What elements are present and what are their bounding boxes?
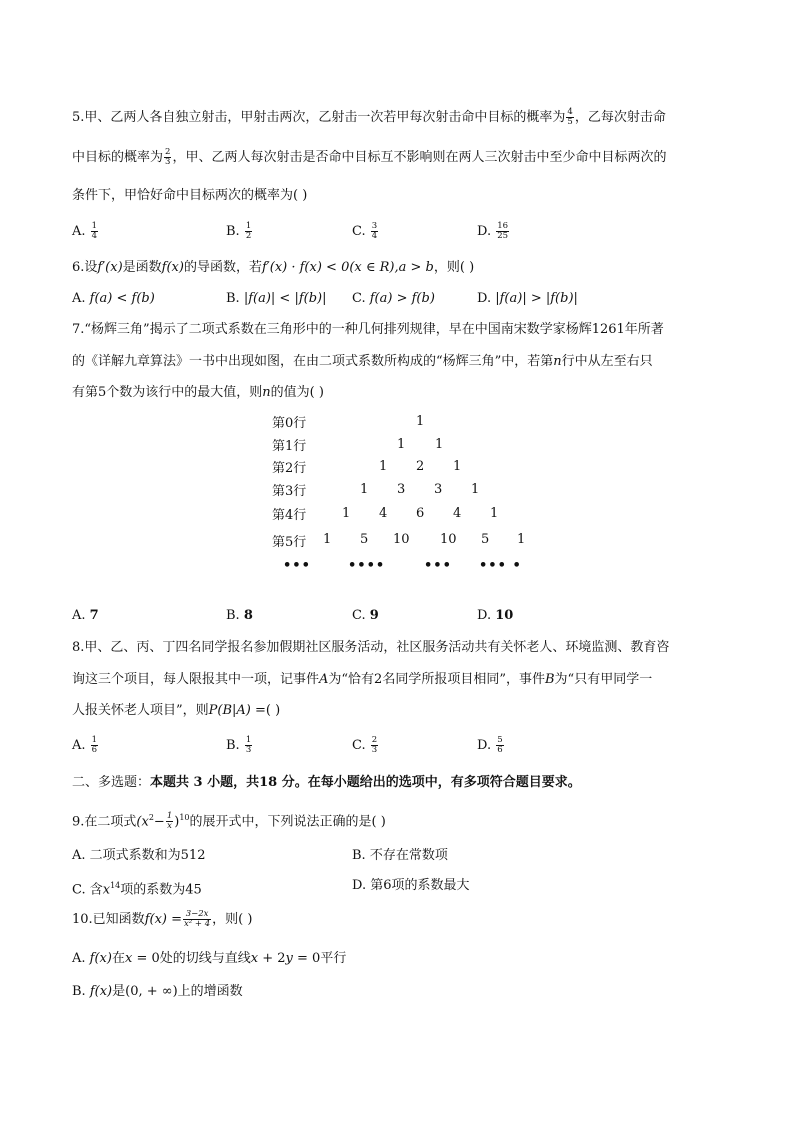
q9-option-b[interactable]: B. 不存在常数项 — [352, 848, 448, 863]
q5-fraction-2: $\frac{2}{3}$ — [165, 147, 171, 167]
q5-option-c[interactable]: C. $\frac{3}{4}$ — [352, 221, 378, 241]
q5-text: 5.甲、乙两人各自独立射击，甲射击两次，乙射击一次若甲每次射击命中目标的概率为 — [72, 110, 566, 125]
triangle-value: 1 — [471, 482, 480, 497]
triangle-value: 1 — [397, 437, 406, 452]
q5-line2: 中目标的概率为 $\frac{2}{3}$ ，甲、乙两人每次射击是否命中目标互不影响则在两人三次射击中至少命中目标两次的 — [72, 147, 667, 167]
q9-option-d[interactable]: D. 第6项的系数最大 — [352, 878, 470, 893]
q10-option-b[interactable]: B. f(x)是(0, + ∞)上的增函数 — [72, 984, 243, 999]
q5-option-a[interactable]: A. $\frac{1}{4}$ — [72, 221, 98, 241]
q7-option-c[interactable]: C. 9 — [352, 608, 379, 623]
q7-option-d[interactable]: D. 10 — [477, 608, 514, 623]
q7-line3: 有第5个数为该行中的最大值，则n的值为( ) — [72, 385, 324, 400]
triangle-row-label: 第5行 — [272, 535, 307, 550]
q7-line1: 7.“杨辉三角”揭示了二项式系数在三角形中的一种几何排列规律，早在中国南宋数学家杨辉1261年所著 — [72, 322, 664, 337]
triangle-value: 4 — [453, 506, 462, 521]
triangle-value: 6 — [416, 506, 425, 521]
q9-option-a[interactable]: A. 二项式系数和为512 — [72, 848, 206, 863]
q5-option-b[interactable]: B. $\frac{1}{2}$ — [226, 221, 252, 241]
triangle-value: 10 — [440, 532, 457, 547]
q6-option-c[interactable]: C. f(a) > f(b) — [352, 291, 435, 306]
triangle-value: 3 — [397, 482, 406, 497]
triangle-value: 1 — [490, 506, 499, 521]
ellipsis-dots: ••• — [283, 558, 311, 573]
triangle-value: 1 — [517, 532, 526, 547]
triangle-value: 1 — [342, 506, 351, 521]
section-heading: 二、多选题：本题共 3 小题，共18 分。在每小题给出的选项中，有多项符合题目要求。 — [72, 775, 581, 790]
q8-option-c[interactable]: C. $\frac{2}{3}$ — [352, 735, 378, 755]
triangle-value: 1 — [435, 437, 444, 452]
q8-line3: 人报关怀老人项目”，则P(B|A) =( ) — [72, 703, 281, 718]
triangle-value: 2 — [416, 459, 425, 474]
q7-option-a[interactable]: A. 7 — [72, 608, 99, 623]
triangle-value: 1 — [323, 532, 332, 547]
triangle-value: 1 — [416, 414, 425, 429]
triangle-row-label: 第1行 — [272, 439, 307, 454]
triangle-value: 10 — [393, 532, 410, 547]
triangle-value: 5 — [360, 532, 369, 547]
triangle-value: 1 — [453, 459, 462, 474]
q8-option-b[interactable]: B. $\frac{1}{3}$ — [226, 735, 252, 755]
q6-option-b[interactable]: B. |f(a)| < |f(b)| — [226, 291, 327, 306]
q5-line1: 5.甲、乙两人各自独立射击，甲射击两次，乙射击一次若甲每次射击命中目标的概率为 $\frac{4}{5}$ ，乙每次射击命 — [72, 107, 666, 127]
triangle-row-label: 第3行 — [272, 484, 307, 499]
ellipsis-dots: ••• • — [479, 558, 522, 573]
q6-option-d[interactable]: D. |f(a)| > |f(b)| — [477, 291, 578, 306]
triangle-value: 4 — [379, 506, 388, 521]
q10-option-a[interactable]: A. f(x)在x = 0处的切线与直线x + 2y = 0平行 — [72, 951, 347, 966]
triangle-row-label: 第4行 — [272, 508, 307, 523]
triangle-value: 5 — [481, 532, 490, 547]
q8-line1: 8.甲、乙、丙、丁四名同学报名参加假期社区服务活动，社区服务活动共有关怀老人、环境监测、教育咨 — [72, 640, 670, 655]
q6-stem: 6.设f′(x)是函数f(x)的导函数，若f′(x) · f(x) < 0(x ∈ R),a > b，则( ) — [72, 260, 475, 275]
q5-line3: 条件下，甲恰好命中目标两次的概率为( ) — [72, 188, 308, 203]
q8-option-d[interactable]: D. $\frac{5}{6}$ — [477, 735, 503, 755]
ellipsis-dots: ••• — [424, 558, 452, 573]
triangle-value: 3 — [434, 482, 443, 497]
triangle-value: 1 — [379, 459, 388, 474]
q10-stem: 10.已知函数f(x) = $\frac{3-2x}{\text{x² + 4}}$ ，则( ) — [72, 909, 253, 929]
q9-option-c[interactable]: C. 含$x^{14}$项的系数为45 — [72, 881, 202, 898]
q5-fraction-1: $\frac{4}{5}$ — [567, 107, 573, 127]
ellipsis-dots: •••• — [348, 558, 386, 573]
q5-option-d[interactable]: D. $\frac{16}{25}$ — [477, 221, 509, 241]
q9-stem: 9.在二项式($x^2-$ $\frac{1}{x}$ )$^{10}$的展开式中，下列说法正确的是( ) — [72, 811, 386, 832]
triangle-row-label: 第2行 — [272, 461, 307, 476]
q9-fraction: $\frac{1}{x}$ — [166, 811, 173, 832]
triangle-value: 1 — [360, 482, 369, 497]
q7-option-b[interactable]: B. 8 — [226, 608, 253, 623]
q6-option-a[interactable]: A. f(a) < f(b) — [72, 291, 155, 306]
q7-line2: 的《详解九章算法》一书中出现如图，在由二项式系数所构成的“杨辉三角”中，若第n行中从左至右只 — [72, 354, 653, 369]
q8-line2: 询这三个项目，每人限报其中一项，记事件A为“恰有2名同学所报项目相同”，事件B为“只有甲同学一 — [72, 672, 653, 687]
q8-option-a[interactable]: A. $\frac{1}{6}$ — [72, 735, 98, 755]
triangle-row-label: 第0行 — [272, 416, 307, 431]
q10-fraction: $\frac{3-2x}{\text{x² + 4}}$ — [184, 909, 211, 929]
